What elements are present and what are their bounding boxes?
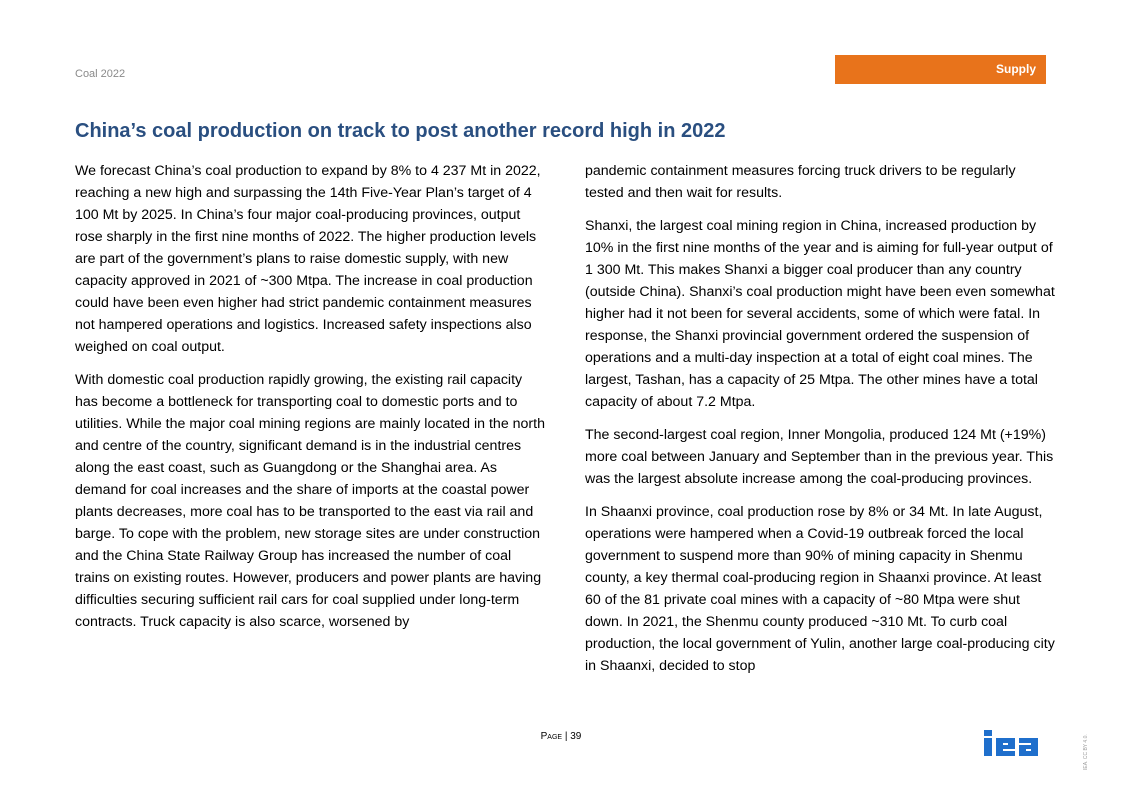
paragraph: We forecast China’s coal production to expand by 8% to 4 237 Mt in 2022, reaching a new high and surpassing the 14th Five-Year Plan’s target of 4 100 Mt by 2025. In China’s four major coal-producing provinces, output rose sharply in the first nine months of 2022. The higher production levels are part of the government’s plans to raise domestic supply, with new capacity approved in 2021 of ~300 Mtpa. The increase in coal production could have been even higher had strict pandemic containment measures not hampered operations and logistics. Increased safety inspections also weighed on coal output. (75, 163, 541, 355)
paragraph: With domestic coal production rapidly growing, the existing rail capacity has become a bottleneck for transporting coal to domestic ports and to utilities. While the major coal mining regions are mainly located in the north and centre of the country, significant demand is in the industrial centres along the east coast, such as Guangdong or the Shanghai area. As demand for coal increases and the share of imports at the coastal power plants decreases, more coal has to be transported to the east via rail and barge. To cope with the problem, new storage sites are under construction and the China State Railway Group has increased the number of coal trains on existing routes. However, producers and power plants are having difficulties securing sufficient rail cars for coal supplied under long-term contracts. Truck capacity is also scarce, worsened by (75, 372, 545, 630)
page-label: Page (540, 731, 563, 742)
logo-i-dot (984, 730, 992, 736)
section-tab: Supply (835, 55, 1046, 84)
license-text: IEA. CC BY 4.0. (1083, 734, 1089, 770)
right-column (585, 160, 1055, 688)
paragraph: The second-largest coal region, Inner Mongolia, produced 124 Mt (+19%) more coal between January and September than in the previous year. This was the largest absolute increase among the coal-producing provinces. (585, 427, 1054, 487)
paragraph: Shanxi, the largest coal mining region in China, increased production by 10% in the first nine months of the year and is aiming for full-year output of 1 300 Mt. This makes Shanxi a bigger coal producer than any country (outside China). Shanxi’s coal production might have been even somewhat higher had it not been for several accidents, some of which were fatal. In response, the Shanxi provincial government ordered the suspension of operations and a multi-day inspection at a total of eight coal mines. The largest, Tashan, has a capacity of 25 Mtpa. The other mines have a total capacity of about 7.2 Mtpa. (585, 218, 1055, 410)
page-title: China’s coal production on track to post another record high in 2022 (75, 120, 726, 142)
page-number-value: 39 (570, 731, 582, 742)
paragraph: pandemic containment measures forcing truck drivers to be regularly tested and then wait for results. (585, 163, 1016, 201)
report-name: Coal 2022 (75, 68, 126, 80)
logo-e (996, 738, 1015, 756)
iea-logo (983, 730, 1047, 758)
logo-a (1019, 738, 1038, 756)
page-separator: | (562, 731, 571, 742)
page-number (0, 731, 1122, 742)
left-column (75, 160, 545, 644)
logo-i-stem (984, 738, 992, 756)
paragraph: In Shaanxi province, coal production rose by 8% or 34 Mt. In late August, operations were hampered when a Covid-19 outbreak forced the local government to suspend more than 90% of mining capacity in Shenmu county, a key thermal coal-producing region in Shaanxi province. At least 60 of the 81 private coal mines with a capacity of ~80 Mtpa were shut down. In 2021, the Shenmu county produced ~310 Mt. To curb coal production, the local government of Yulin, another large coal-producing city in Shaanxi, decided to stop (585, 504, 1055, 674)
